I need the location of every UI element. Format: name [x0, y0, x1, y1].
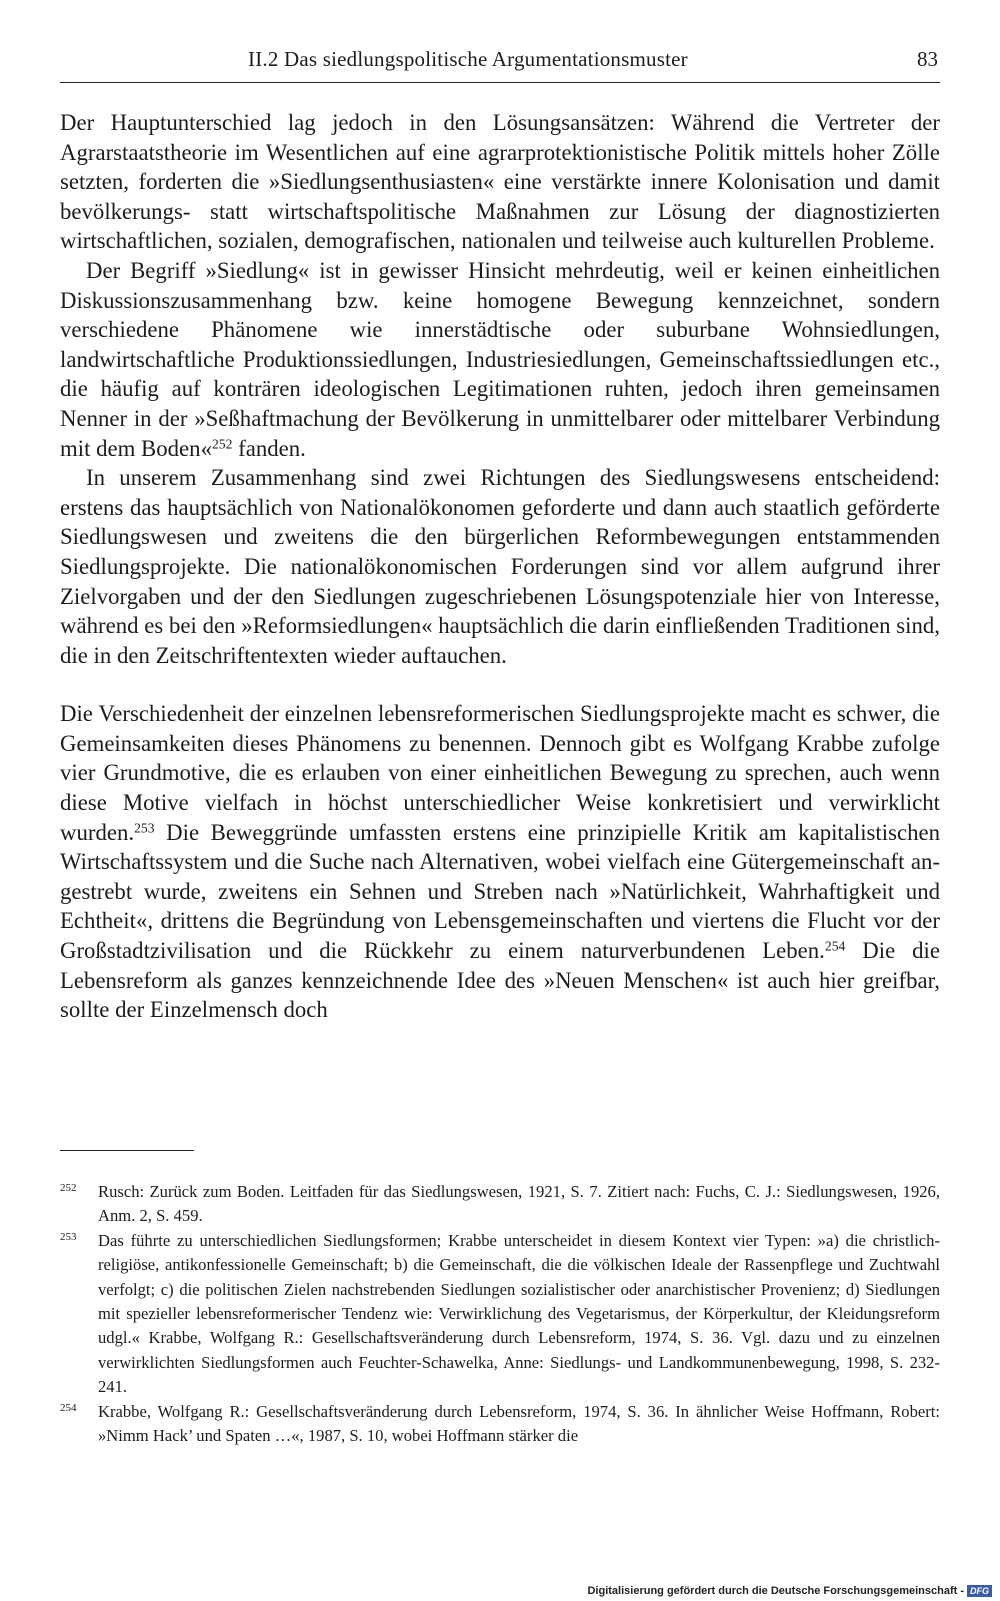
footnotes — [60, 1180, 940, 1448]
footnote-ref-253: 253 — [134, 820, 155, 836]
running-title: II.2 Das siedlungspolitische Argumentationsmuster — [248, 47, 688, 71]
footnote-number: 253 — [60, 1230, 77, 1243]
footnote-text: Krabbe, Wolfgang R.: Gesellschaftsveränderung durch Lebensreform, 1974, S. 36. In ähnlicher Weise Hoffmann, Robert: »Nimm Hack’ und Spaten …«, 1987, S. 10, wobei Hoffmann stärker die — [98, 1401, 940, 1446]
footnote-ref-254: 254 — [824, 938, 846, 954]
footnote-252 — [60, 1180, 940, 1229]
paragraph-3: In unserem Zusammenhang sind zwei Richtungen des Siedlungswesens entscheidend: erstens das hauptsächlich von Nationalökonomen geforderte und dann auch staatlich geförderte Siedlungswesen und zweitens die den bürgerlichen Reformbewegungen entstammenden Siedlungsprojekte. Die nationalökonomischen Forderungen sind vor allem aufgrund ihrer Zielvorgaben und der den Siedlungen zugeschriebenen Lösungspotenziale hier von Interesse, während es bei den »Reformsiedlungen« hauptsächlich die darin einfließenden Traditionen sind, die in den Zeitschriftentexten wieder auftauchen. — [60, 465, 940, 668]
credit-text: Digitalisierung gefördert durch die Deutsche Forschungsgemeinschaft - — [587, 1585, 964, 1597]
dfg-logo-icon: DFG — [967, 1585, 992, 1597]
paragraph-2-end: fanden. — [232, 435, 306, 461]
footnote-254 — [60, 1400, 940, 1449]
footnote-253 — [60, 1229, 940, 1400]
header-rule — [60, 82, 940, 83]
paragraph-4-part-a: Die Verschiedenheit der einzelnen lebensreformerischen Siedlungsprojekte macht es schwer, die Gemeinsamkeiten dieses Phänomens zu benennen. Dennoch gibt es Wolfgang Krabbe zufolge vier Grundmotive, die es erlauben von einer einheitlichen Bewegung zu sprechen, auch wenn diese Motive vielfach in höchst unterschiedlicher Weise konkretisiert und verwirklicht wurden. — [60, 701, 940, 845]
paragraph-2-text: Der Begriff »Siedlung« ist in gewisser Hinsicht mehrdeutig, weil er keinen einheitlichen Diskussionszusammenhang bzw. keine homogene Bewegung kennzeichnet, sondern verschiedene Phänomene wie innerstädtische oder suburbane Wohnsiedlungen, landwirtschaftliche Produktionssiedlungen, Industriesiedlungen, Gemeinschaftssiedlungen etc., die häufig auf konträren ideologischen Legitimationen ruhten, jedoch ihren gemeinsamen Nenner in der »Seßhaftmachung der Bevölkerung in unmittelbarer oder mittelbarer Verbindung mit dem Boden« — [60, 257, 940, 461]
footnote-text: Das führte zu unterschiedlichen Siedlungsformen; Krabbe unterscheidet in diesem Kontext vier Typen: »a) die christlich-religiöse, antikonfessionelle Gemeinschaft; b) die Gemeinschaft, die die völkischen Ideale der Rassenpflege und Zuchtwahl verfolgt; c) die politischen Zielen nachstrebenden Siedlungen sozialistischer oder anarchistischer Provenienz; d) Siedlungen mit spezieller lebensreformerischer Tendenz wie: Verwirklichung des Vegetarismus, der Körperkultur, der Kleidungsreform udgl.« Krabbe, Wolfgang R.: Gesellschaftsveränderung durch Lebensreform, 1974, S. 36. Vgl. dazu und zu einzelnen verwirklichten Siedlungsformen auch Feuchter-Schawelka, Anne: Siedlungs- und Landkommunenbewegung, 1998, S. 232-241. — [98, 1230, 940, 1397]
footnote-ref-252: 252 — [211, 436, 233, 452]
digitization-credit — [587, 1585, 992, 1597]
footnote-text: Rusch: Zurück zum Boden. Leitfaden für das Siedlungswesen, 1921, S. 7. Zitiert nach: Fuchs, C. J.: Siedlungswesen, 1926, Anm. 2, S. 459. — [98, 1182, 940, 1226]
footnote-rule — [60, 1150, 194, 1151]
paragraph-4-part-b: Die Beweggründe umfassten erstens eine prinzipielle Kritik am kapitalistischen Wirtschaftssystem und die Suche nach Alternativen, wobei vielfach eine Gütergemeinschaft angestrebt wurde, zweitens ein Sehnen und Streben nach »Natürlichkeit, Wahrhaftigkeit und Echtheit«, drittens die Begründung von Lebensgemeinschaften und viertens die Flucht vor der Großstadtzivilisation und die Rückkehr zu einem naturverbundenen Leben. — [60, 819, 940, 964]
body-text — [60, 108, 940, 1025]
footnote-number: 254 — [60, 1401, 77, 1414]
paragraph-1: Der Hauptunterschied lag jedoch in den Lösungsansätzen: Während die Vertreter der Agrarstaatstheorie im Wesentlichen auf eine agrarprotektionistische Politik mittels hoher Zölle setzten, forderten die »Siedlungsenthusiasten« eine verstärkte innere Kolonisation und damit bevölkerungs- statt wirtschaftspolitische Maßnahmen zur Lösung der diagnostizierten wirtschaftlichen, sozialen, demografischen, nationalen und teilweise auch kulturellen Probleme. — [60, 110, 940, 254]
footnote-number: 252 — [60, 1182, 77, 1194]
page-number: 83 — [917, 47, 938, 71]
paragraph-4-part-c: Die die Lebensreform als ganzes kennzeichnende Idee des »Neuen Menschen« ist auch hier greifbar, sollte der Einzelmensch doch — [60, 938, 940, 1023]
paragraph-2 — [60, 256, 940, 463]
paragraph-4 — [60, 699, 940, 1025]
